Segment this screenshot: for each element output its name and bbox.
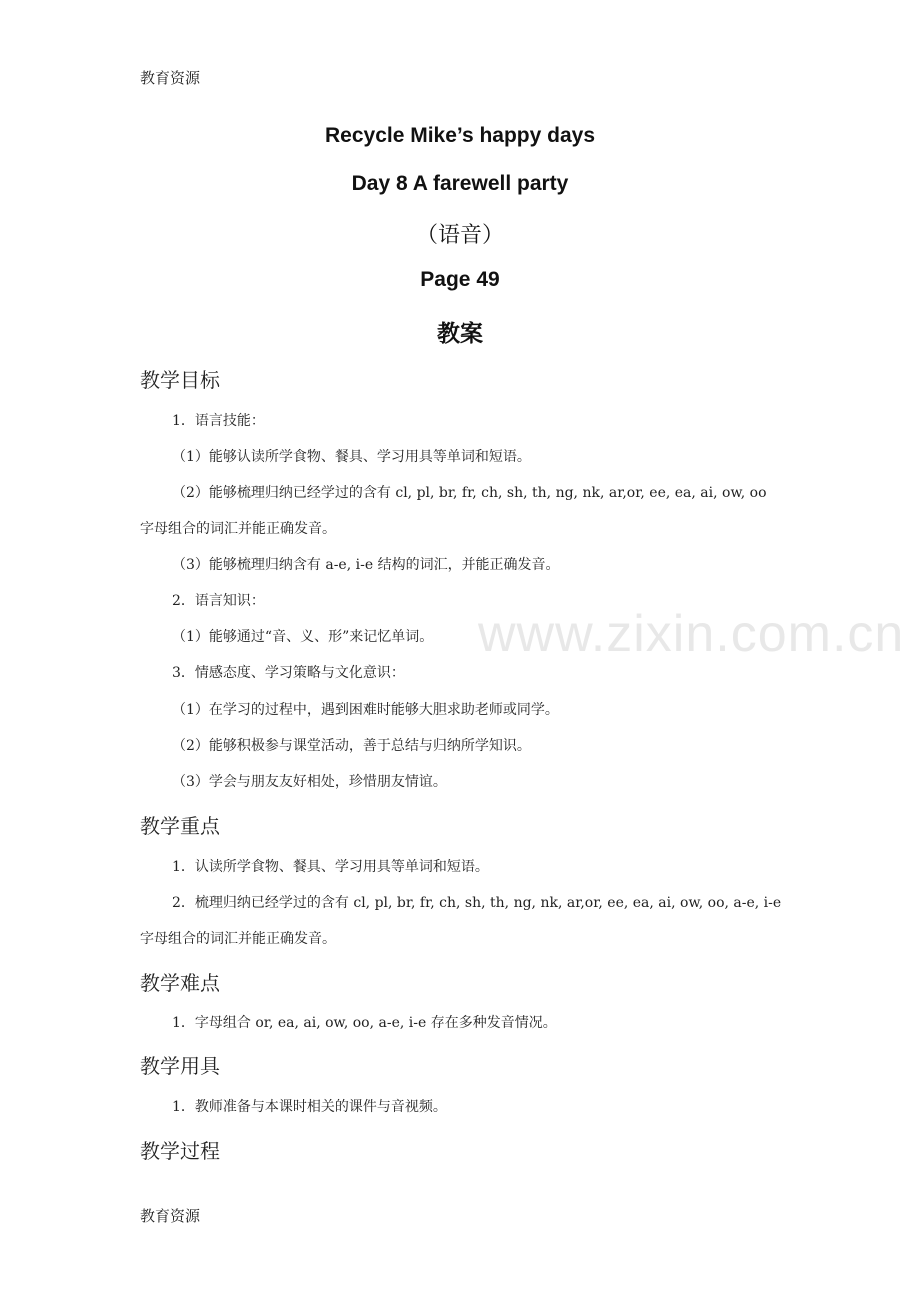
goal-item-3-2: （2）能够积极参与课堂活动，善于总结与归纳所学知识。 bbox=[172, 738, 531, 754]
page-footer: 教育资源 bbox=[140, 1207, 201, 1225]
goal-item-3-1: （1）在学习的过程中，遇到困难时能够大胆求助老师或同学。 bbox=[172, 702, 559, 718]
goal-item-1-1: （1）能够认读所学食物、餐具、学习用具等单词和短语。 bbox=[172, 449, 531, 465]
page-header: 教育资源 bbox=[140, 69, 201, 87]
section-heading-key-points: 教学重点 bbox=[140, 814, 220, 838]
goal-item-3-3: （3）学会与朋友友好相处，珍惜朋友情谊。 bbox=[172, 774, 447, 790]
goal-item-1-2: （2）能够梳理归纳已经学过的含有 cl, pl, br, fr, ch, sh, th, ng, nk, ar,or, ee, ea, ai, ow, oo bbox=[172, 485, 767, 501]
goal-item-2: 2．语言知识： bbox=[172, 593, 265, 609]
title-page: Page 49 bbox=[420, 268, 500, 291]
section-heading-tools: 教学用具 bbox=[140, 1054, 220, 1078]
watermark: www.zixin.com.cn bbox=[478, 605, 905, 663]
section-heading-process: 教学过程 bbox=[140, 1139, 220, 1163]
title-topic: （语音） bbox=[415, 223, 504, 248]
goal-item-1-3: （3）能够梳理归纳含有 a-e, i-e 结构的词汇，并能正确发音。 bbox=[172, 557, 560, 573]
key-point-item-1: 1．认读所学食物、餐具、学习用具等单词和短语。 bbox=[172, 859, 489, 875]
key-point-item-2: 2．梳理归纳已经学过的含有 cl, pl, br, fr, ch, sh, th, ng, nk, ar,or, ee, ea, ai, ow, oo, a-e, i-e bbox=[172, 895, 782, 911]
difficulty-item-1: 1．字母组合 or, ea, ai, ow, oo, a-e, i-e 存在多种发音情况。 bbox=[172, 1015, 557, 1031]
goal-item-3: 3．情感态度、学习策略与文化意识： bbox=[172, 665, 405, 681]
goal-item-1-2-cont: 字母组合的词汇并能正确发音。 bbox=[140, 521, 336, 537]
goal-item-2-1: （1）能够通过“音、义、形”来记忆单词。 bbox=[172, 629, 434, 645]
title-lesson-plan: 教案 bbox=[437, 321, 483, 347]
title-day: Day 8 A farewell party bbox=[351, 172, 569, 195]
section-heading-goals: 教学目标 bbox=[140, 368, 220, 392]
tools-item-1: 1．教师准备与本课时相关的课件与音视频。 bbox=[172, 1099, 447, 1115]
key-point-item-2-cont: 字母组合的词汇并能正确发音。 bbox=[140, 931, 336, 947]
title-unit: Recycle Mike’s happy days bbox=[324, 124, 596, 147]
section-heading-difficulties: 教学难点 bbox=[140, 971, 220, 995]
goal-item-1: 1．语言技能： bbox=[172, 413, 265, 429]
